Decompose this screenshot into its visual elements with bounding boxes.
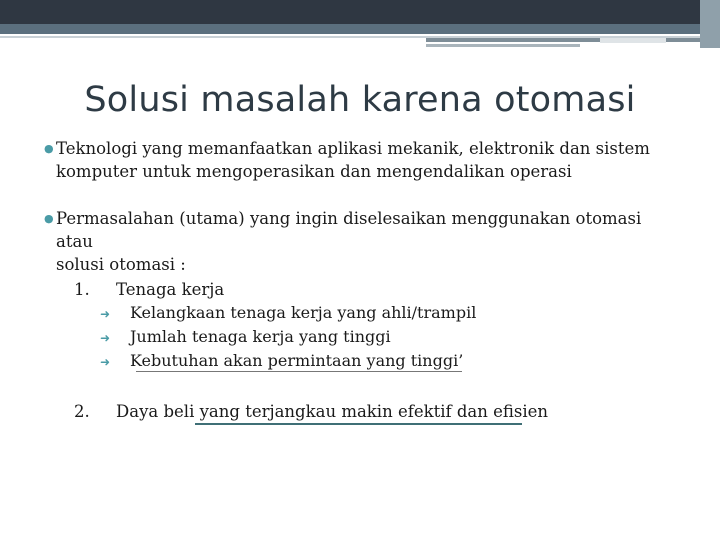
- list-subitem: [100, 301, 476, 326]
- arrow-bullet-icon: ➜: [100, 331, 111, 345]
- bullet-text-line: Permasalahan (utama) yang ingin diselesaikan menggunakan otomasi atau: [56, 209, 642, 251]
- header-end-block: [700, 0, 720, 48]
- list-number: 1.: [74, 280, 90, 299]
- bullet-text-line: Teknologi yang memanfaatkan aplikasi mekanik, elektronik dan sistem: [56, 139, 650, 158]
- dot-icon: ●: [44, 212, 54, 225]
- list-item-label: Tenaga kerja: [116, 280, 225, 299]
- arrow-bullet-icon: ➜: [100, 355, 111, 369]
- subitem-text: Jumlah tenaga kerja yang tinggi: [130, 327, 391, 346]
- arrow-bullet-icon: ➜: [100, 307, 111, 321]
- bullet-item: [44, 137, 666, 183]
- subitem-text: Kelangkaan tenaga kerja yang ahli/trampil: [130, 303, 477, 322]
- header-accent-rule-3: [600, 38, 666, 43]
- header-stripe: [0, 24, 720, 34]
- subitem-text: Kebutuhan akan permintaan yang tinggi’: [130, 351, 464, 370]
- bullet-text-line: komputer untuk mengoperasikan dan mengendalikan operasi: [56, 162, 572, 181]
- dot-icon: ●: [44, 142, 54, 155]
- subitem-underline: [136, 371, 462, 372]
- list-number: 2.: [74, 402, 90, 421]
- header-accent-rule-2: [426, 44, 580, 47]
- header-accent-rule: [426, 38, 720, 42]
- bullet-text-line: solusi otomasi :: [56, 255, 186, 274]
- list-subitem: [100, 325, 391, 350]
- slide-title: Solusi masalah karena otomasi: [84, 80, 636, 120]
- item-underline: [195, 423, 522, 425]
- list-item-label: Daya beli yang terjangkau makin efektif dan efisien: [116, 402, 549, 421]
- bullet-item: [44, 207, 666, 276]
- header-bar: [0, 0, 720, 24]
